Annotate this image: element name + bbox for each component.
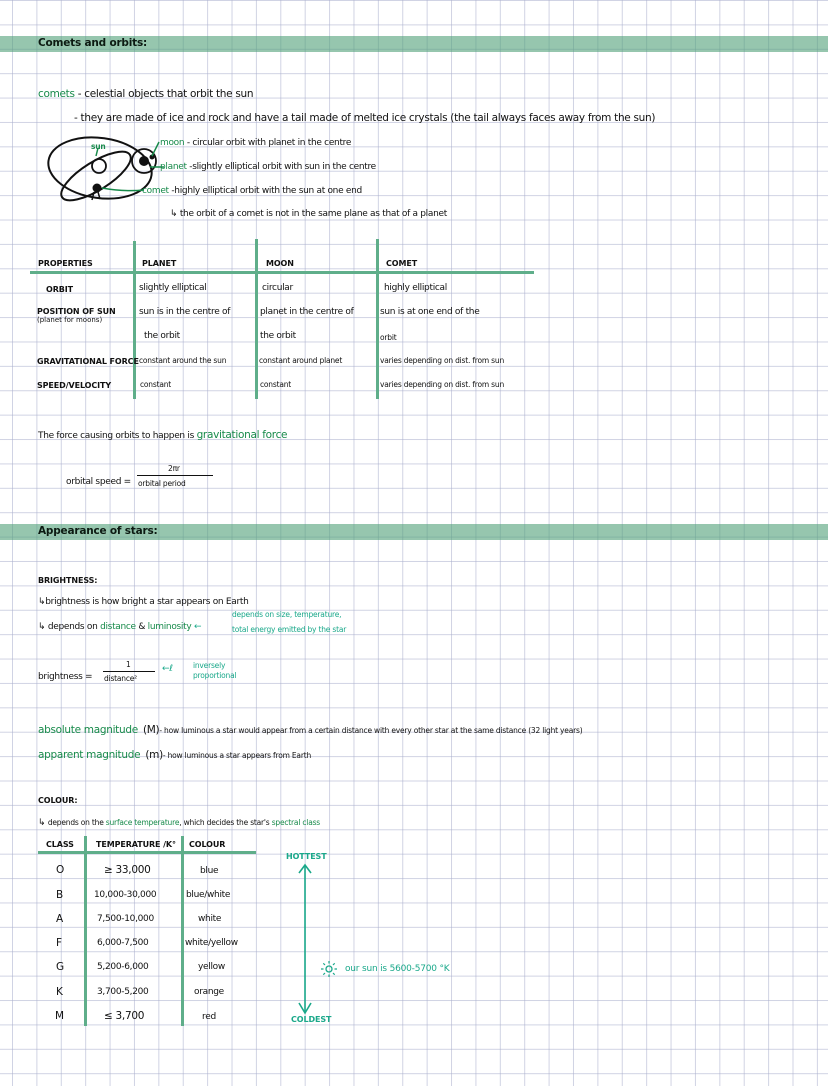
- colour-heading: COLOUR:: [38, 796, 78, 805]
- double-arrow-icon: [297, 863, 313, 1015]
- class-header: CLASS: [46, 840, 74, 849]
- table-column-divider: [376, 239, 379, 399]
- table-row-property-sub: (planet for moons): [37, 316, 103, 324]
- table-cell: sun is at one end of the: [380, 307, 480, 317]
- orbit-diagram-icon: [44, 134, 169, 214]
- comets-term: comets: [38, 88, 75, 100]
- absolute-magnitude-line: absolute magnitude (M)- how luminous a star would appear from a certain distance with every other star at the same distance (32 light years): [38, 724, 583, 736]
- brightness-heading: BRIGHTNESS:: [38, 576, 98, 585]
- table-cell: the orbit: [144, 331, 180, 341]
- table-row-temp: ≥ 33,000: [104, 864, 151, 876]
- table-row-temp: 7,500-10,000: [97, 914, 154, 924]
- table-column-divider: [181, 836, 184, 1026]
- comet-orbit-line: [142, 186, 362, 196]
- hottest-label: HOTTEST: [286, 852, 327, 861]
- section-title-stars: Appearance of stars:: [38, 525, 158, 537]
- table-row-colour: red: [202, 1012, 216, 1022]
- table-cell: the orbit: [260, 331, 296, 341]
- table-header-comet: COMET: [386, 259, 418, 268]
- comet-definition: -highly elliptical orbit with the sun at one end: [171, 186, 362, 196]
- temperature-header: TEMPERATURE /K°: [96, 840, 176, 849]
- table-row-class: A: [56, 913, 63, 925]
- arrow-return-icon: ↳: [170, 209, 180, 219]
- luminosity-note-2: total energy emitted by the star: [232, 625, 347, 634]
- table-row-temp: ≤ 3,700: [104, 1010, 145, 1022]
- apparent-magnitude-line: apparent magnitude (m)- how luminous a star appears from Earth: [38, 749, 311, 761]
- table-row-temp: 10,000-30,000: [94, 890, 157, 900]
- brightness-formula-label: brightness =: [38, 672, 93, 682]
- table-row-property: SPEED/VELOCITY: [37, 381, 112, 390]
- table-column-divider: [255, 239, 258, 399]
- colour-line: ↳ depends on the surface temperature, which decides the star's spectral class: [38, 818, 320, 828]
- table-row-colour: white: [198, 914, 222, 924]
- section-title-comets: Comets and orbits:: [38, 37, 148, 49]
- comets-definition-line: [38, 88, 253, 100]
- table-row-temp: 6,000-7,500: [97, 938, 149, 948]
- fraction-bar: [137, 475, 213, 476]
- planet-definition: -slightly elliptical orbit with sun in the centre: [189, 162, 376, 172]
- moon-orbit-line: [160, 138, 351, 148]
- comets-definition: - celestial objects that orbit the sun: [77, 88, 254, 100]
- table-row-property: ORBIT: [46, 285, 73, 294]
- table-cell: varies depending on dist. from sun: [380, 356, 504, 365]
- comets-detail: - they are made of ice and rock and have a tail made of melted ice crystals (the tail always faces away from the sun): [74, 112, 656, 124]
- table-row-colour: blue/white: [186, 890, 231, 900]
- comet-plane-note: ↳ the orbit of a comet is not in the same plane as that of a planet: [170, 209, 447, 219]
- table-row-class: M: [55, 1010, 64, 1022]
- arrow-left-icon: ←ℓ: [162, 664, 173, 674]
- coldest-label: COLDEST: [291, 1015, 332, 1024]
- table-row-class: B: [56, 889, 63, 901]
- table-cell: sun is in the centre of: [139, 307, 231, 317]
- inverse-note-1: inversely: [193, 661, 226, 670]
- sun-temperature-note: our sun is 5600-5700 °K: [345, 964, 450, 974]
- sun-label: sun: [91, 142, 106, 151]
- table-column-divider: [133, 241, 136, 399]
- moon-term: moon: [160, 138, 185, 148]
- gravitational-force-term: gravitational force: [196, 429, 288, 441]
- arrow-return-icon: ↳: [38, 597, 46, 607]
- brightness-line-2: ↳ depends on distance & luminosity ←: [38, 622, 202, 632]
- table-header-planet: PLANET: [142, 259, 177, 268]
- planet-orbit-line: [160, 162, 376, 172]
- table-row-colour: white/yellow: [185, 938, 238, 948]
- table-cell: constant around planet: [259, 356, 343, 365]
- table-column-divider: [84, 836, 87, 1026]
- table-row-class: G: [56, 961, 64, 973]
- orbital-speed-label: orbital speed =: [66, 477, 131, 487]
- table-header-divider: [30, 271, 534, 274]
- table-row-property: GRAVITATIONAL FORCE: [37, 357, 139, 366]
- table-row-temp: 5,200-6,000: [97, 962, 149, 972]
- arrow-left-icon: ←: [193, 622, 202, 632]
- planet-term: planet: [160, 162, 187, 172]
- table-row-class: F: [56, 937, 62, 949]
- force-statement: The force causing orbits to happen is gravitational force: [38, 429, 288, 441]
- table-cell: varies depending on dist. from sun: [380, 380, 504, 389]
- table-row-colour: yellow: [198, 962, 225, 972]
- colour-header: COLOUR: [189, 840, 226, 849]
- luminosity-note-1: depends on size, temperature,: [232, 610, 342, 619]
- brightness-line-1: ↳brightness is how bright a star appears on Earth: [38, 597, 249, 607]
- moon-definition: - circular orbit with planet in the centre: [186, 138, 352, 148]
- table-row-class: K: [56, 986, 63, 998]
- arrow-return-icon: ↳: [38, 622, 48, 632]
- table-header-moon: MOON: [266, 259, 294, 268]
- arrow-return-icon: ↳: [38, 818, 48, 828]
- table-cell: constant: [260, 380, 292, 389]
- table-cell: circular: [262, 283, 293, 293]
- sun-icon: [320, 960, 338, 978]
- inverse-note-2: proportional: [193, 671, 237, 680]
- table-row-class: O: [56, 864, 64, 876]
- table-cell: orbit: [380, 333, 397, 342]
- table-row-colour: orange: [194, 987, 224, 997]
- table-row-temp: 3,700-5,200: [97, 987, 149, 997]
- orbital-speed-numerator: 2πr: [168, 464, 180, 473]
- table-header-properties: PROPERTIES: [38, 259, 93, 268]
- comet-term: comet: [142, 186, 169, 196]
- table-cell: slightly elliptical: [139, 283, 207, 293]
- table-row-colour: blue: [200, 866, 219, 876]
- table-cell: constant around the sun: [139, 356, 227, 365]
- orbital-speed-denominator: orbital period: [138, 479, 186, 488]
- table-cell: planet in the centre of: [260, 307, 354, 317]
- brightness-formula-numerator: 1: [126, 660, 131, 669]
- table-cell: highly elliptical: [384, 283, 447, 293]
- table-cell: constant: [140, 380, 172, 389]
- table-header-divider: [38, 851, 256, 854]
- fraction-bar: [103, 671, 155, 672]
- brightness-formula-denominator: distance²: [104, 674, 137, 683]
- table-row-property: POSITION OF SUN: [37, 307, 116, 316]
